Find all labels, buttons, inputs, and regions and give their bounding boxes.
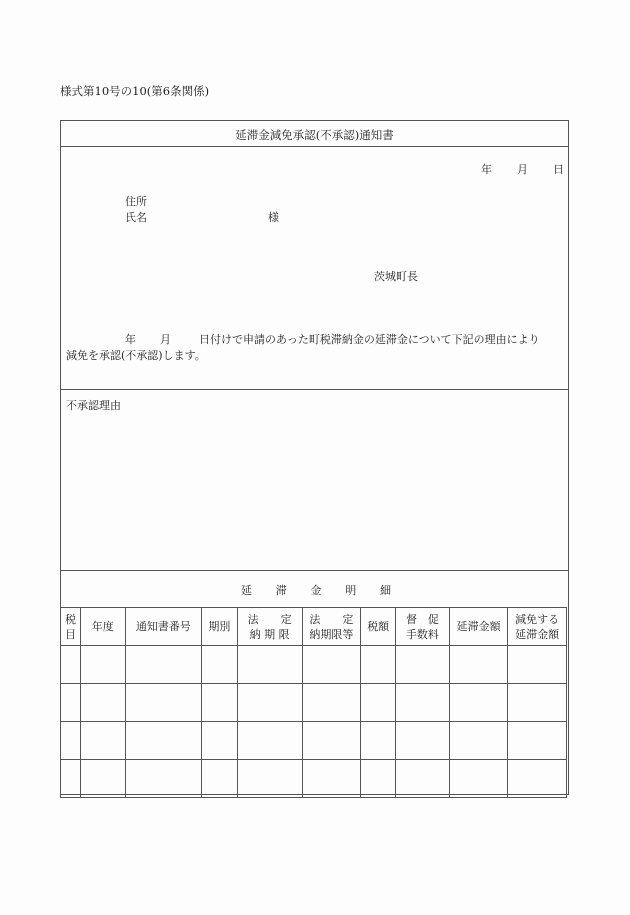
body-month: 月: [160, 333, 171, 346]
detail-title-char: 金: [310, 584, 322, 597]
table-cell[interactable]: [302, 722, 361, 760]
table-cell[interactable]: [125, 722, 201, 760]
column-header: [302, 608, 361, 646]
table-cell[interactable]: [508, 722, 567, 760]
column-header-line: 年度: [91, 620, 114, 633]
column-header: [80, 608, 125, 646]
body-year: 年: [125, 333, 136, 346]
table-cell[interactable]: [396, 722, 450, 760]
table-cell[interactable]: [80, 646, 125, 684]
table-cell[interactable]: [361, 760, 396, 798]
table-cell[interactable]: [361, 722, 396, 760]
table-cell[interactable]: [302, 646, 361, 684]
table-cell[interactable]: [125, 760, 201, 798]
detail-title: [241, 582, 391, 598]
table-cell[interactable]: [80, 760, 125, 798]
table-cell[interactable]: [449, 722, 508, 760]
name-label: 氏名: [125, 211, 147, 224]
notice-form: [60, 120, 569, 795]
column-header-line: 延滞金額: [456, 620, 501, 633]
column-header: [237, 608, 302, 646]
column-header-line: 目: [64, 627, 76, 641]
table-cell[interactable]: [396, 646, 450, 684]
divider: [61, 570, 568, 571]
detail-title-char: 滞: [275, 584, 287, 597]
table-cell[interactable]: [61, 760, 81, 798]
column-header-line: 税額: [367, 620, 390, 633]
table-cell[interactable]: [396, 684, 450, 722]
column-header-line: 法 定: [309, 612, 354, 626]
table-cell[interactable]: [237, 760, 302, 798]
table-cell[interactable]: [80, 684, 125, 722]
date-month-label: 月: [517, 163, 528, 176]
date-year-label: 年: [481, 163, 492, 176]
table-cell[interactable]: [202, 646, 238, 684]
column-header-line: 期別: [208, 620, 231, 633]
table-row: [61, 722, 567, 760]
reason-label: 不承認理由: [66, 399, 121, 412]
column-header: [202, 608, 238, 646]
table-cell[interactable]: [361, 684, 396, 722]
column-header-line: 督 促: [405, 612, 439, 626]
column-header-line: 税: [64, 612, 76, 626]
column-header: [396, 608, 450, 646]
table-row: [61, 760, 567, 798]
table-cell[interactable]: [61, 722, 81, 760]
column-header: [61, 608, 81, 646]
body-text-line1: 日付けで申請のあった町税滞納金の延滞金について下記の理由により: [199, 333, 540, 346]
address-label: 住所: [125, 195, 147, 208]
table-cell[interactable]: [508, 684, 567, 722]
table-cell[interactable]: [302, 760, 361, 798]
table-row: [61, 646, 567, 684]
detail-title-char: 明: [345, 584, 357, 597]
date-day-label: 日: [553, 163, 564, 176]
divider: [61, 389, 568, 390]
column-header-line: 減免する: [515, 612, 560, 626]
table-cell[interactable]: [125, 646, 201, 684]
body-text-line2: 減免を承認(不承認)します。: [66, 349, 206, 362]
column-header-line: 延滞金額: [515, 627, 560, 641]
table-cell[interactable]: [61, 646, 81, 684]
column-header-line: 通知書番号: [135, 620, 191, 633]
table-cell[interactable]: [508, 760, 567, 798]
column-header: [361, 608, 396, 646]
table-cell[interactable]: [202, 760, 238, 798]
column-header-line: 手数料: [405, 627, 439, 641]
honorific: 様: [268, 211, 279, 224]
table-cell[interactable]: [202, 684, 238, 722]
table-row: [61, 684, 567, 722]
table-cell[interactable]: [396, 760, 450, 798]
document-title: 延滞金減免承認(不承認)通知書: [235, 128, 394, 142]
table-cell[interactable]: [61, 684, 81, 722]
table-cell[interactable]: [237, 646, 302, 684]
table-cell[interactable]: [80, 722, 125, 760]
table-cell[interactable]: [361, 646, 396, 684]
column-header-line: 納 期 限: [249, 627, 290, 641]
form-number: 様式第10号の10(第6条関係): [60, 84, 210, 98]
column-header-line: 法 定: [247, 612, 292, 626]
table-cell[interactable]: [237, 684, 302, 722]
divider: [61, 146, 568, 147]
column-header: [125, 608, 201, 646]
table-cell[interactable]: [125, 684, 201, 722]
column-header-line: 納期限等: [309, 627, 354, 641]
detail-title-char: 細: [380, 584, 391, 597]
table-cell[interactable]: [508, 646, 567, 684]
table-cell[interactable]: [202, 722, 238, 760]
table-body: [61, 646, 567, 798]
column-header: [449, 608, 508, 646]
column-header: [508, 608, 567, 646]
table-cell[interactable]: [237, 722, 302, 760]
table-cell[interactable]: [449, 646, 508, 684]
delinquency-detail-table: [60, 607, 567, 798]
table-cell[interactable]: [449, 760, 508, 798]
table-header-row: [61, 608, 567, 646]
issuer: 茨城町長: [374, 270, 418, 283]
table-cell[interactable]: [302, 684, 361, 722]
detail-title-char: 延: [241, 584, 252, 597]
table-cell[interactable]: [449, 684, 508, 722]
